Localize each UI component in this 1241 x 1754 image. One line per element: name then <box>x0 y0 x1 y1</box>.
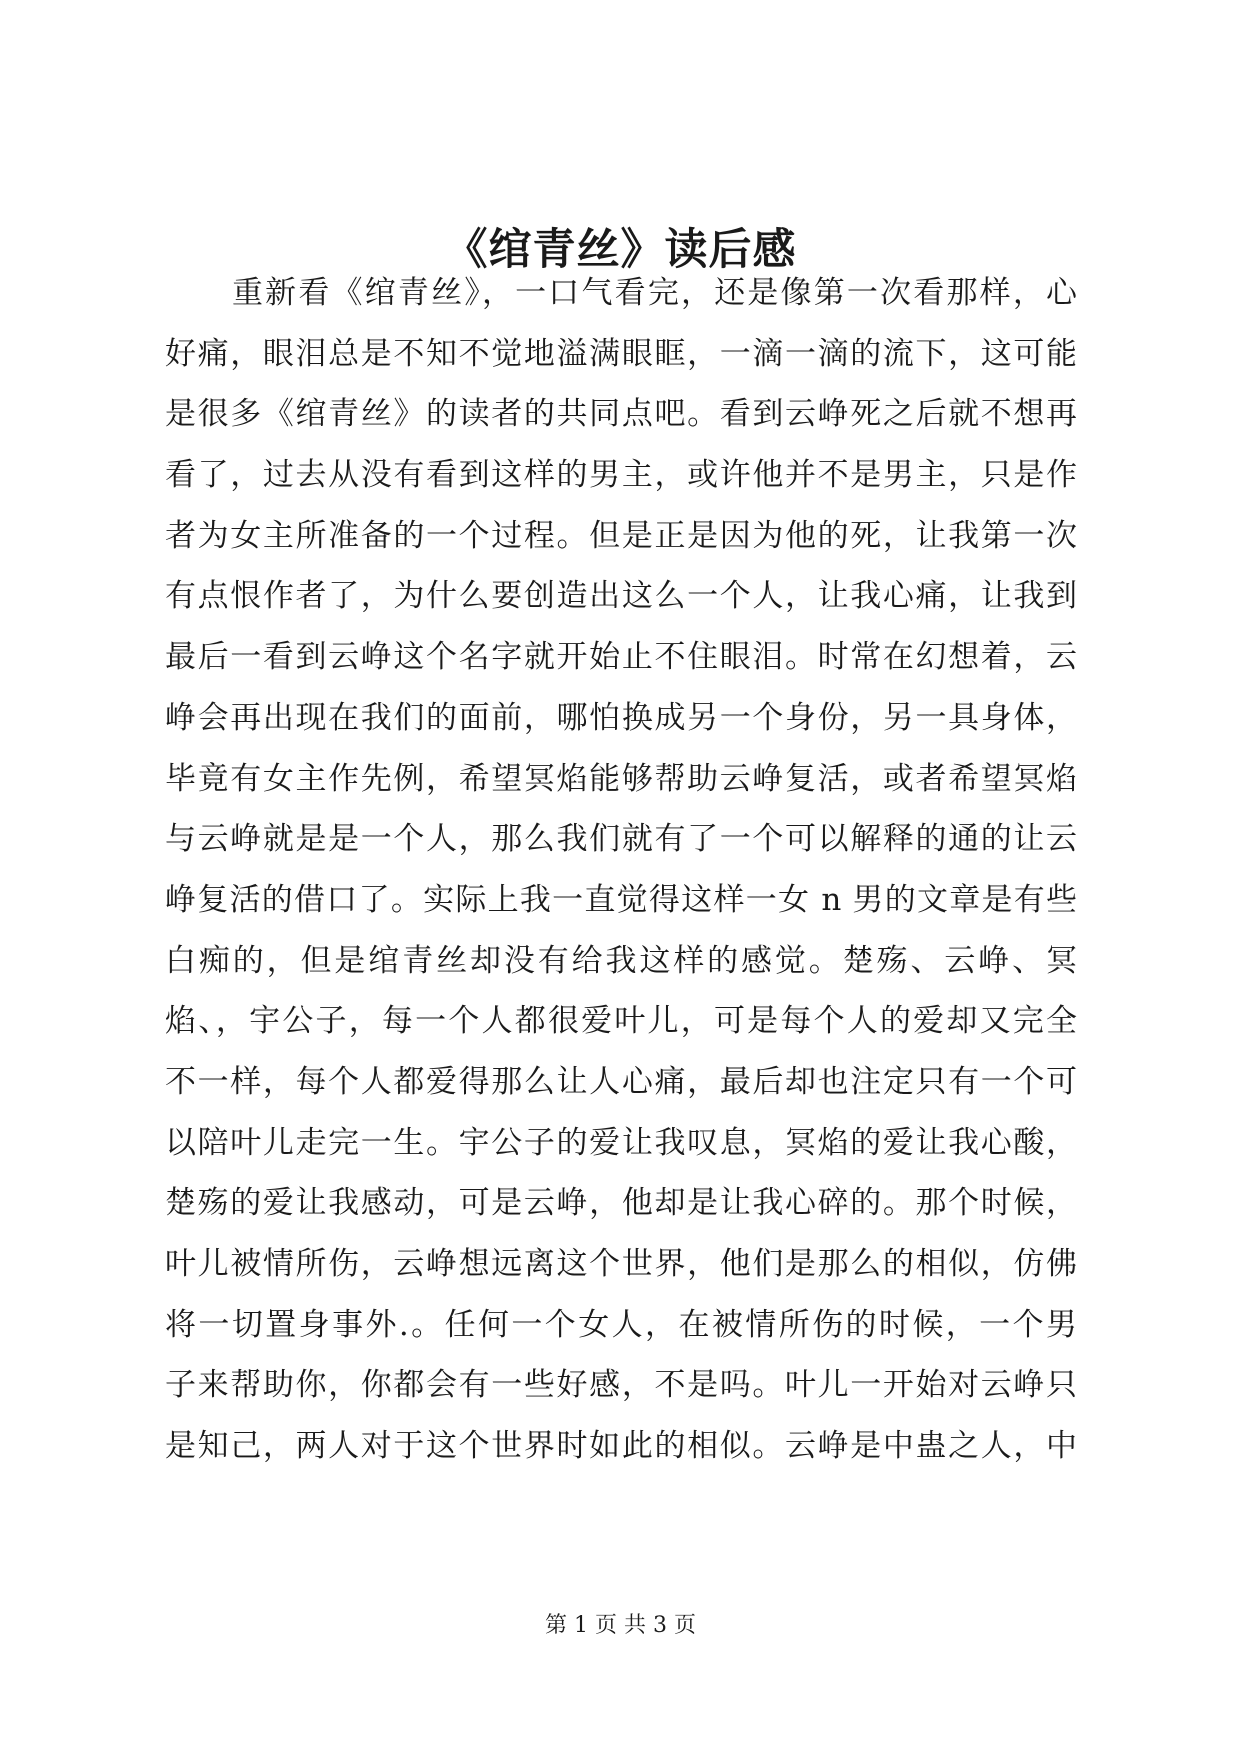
document-title: 《绾青丝》读后感 <box>444 225 797 275</box>
body-line: 以陪叶儿走完一生。宇公子的爱让我叹息，冥焰的爱让我心酸， <box>165 1124 1077 1161</box>
body-line: 最后一看到云峥这个名字就开始止不住眼泪。时常在幻想着，云 <box>165 639 1077 676</box>
body-line: 楚殇的爱让我感动，可是云峥，他却是让我心碎的。那个时候， <box>165 1185 1077 1222</box>
body-line: 重新看《绾青丝》，一口气看完，还是像第一次看那样，心 <box>232 275 1077 311</box>
body-line: 峥复活的借口了。实际上我一直觉得这样一女 n 男的文章是有些 <box>165 881 1077 918</box>
body-line: 毕竟有女主作先例，希望冥焰能够帮助云峥复活，或者希望冥焰 <box>165 760 1077 797</box>
body-line: 是知己，两人对于这个世界时如此的相似。云峥是中蛊之人，中 <box>165 1428 1077 1465</box>
body-line: 不一样，每个人都爱得那么让人心痛，最后却也注定只有一个可 <box>165 1063 1077 1100</box>
body-line: 焰、，宇公子，每一个人都很爱叶儿，可是每个人的爱却又完全 <box>165 1003 1077 1040</box>
body-line: 叶儿被情所伤，云峥想远离这个世界，他们是那么的相似，仿佛 <box>165 1246 1077 1282</box>
body-line: 白痴的，但是绾青丝却没有给我这样的感觉。楚殇、云峥、冥 <box>165 942 1077 979</box>
body-line: 峥会再出现在我们的面前，哪怕换成另一个身份，另一具身体， <box>165 699 1077 736</box>
body-line: 与云峥就是是一个人，那么我们就有了一个可以解释的通的让云 <box>165 821 1077 858</box>
body-line: 将一切置身事外.。任何一个女人，在被情所伤的时候，一个男 <box>165 1306 1077 1343</box>
page-number-footer: 第 1 页 共 3 页 <box>545 1613 696 1638</box>
body-line: 看了，过去从没有看到这样的男主，或许他并不是男主，只是作 <box>165 457 1077 494</box>
body-line: 者为女主所准备的一个过程。但是正是因为他的死，让我第一次 <box>165 517 1077 554</box>
body-line: 是很多《绾青丝》的读者的共同点吧。看到云峥死之后就不想再 <box>165 396 1077 433</box>
body-line: 子来帮助你，你都会有一些好感，不是吗。叶儿一开始对云峥只 <box>165 1367 1077 1404</box>
body-line: 好痛，眼泪总是不知不觉地溢满眼眶，一滴一滴的流下，这可能 <box>165 335 1077 372</box>
body-paragraph <box>165 263 1077 1477</box>
body-line: 有点恨作者了，为什么要创造出这么一个人，让我心痛，让我到 <box>165 578 1077 615</box>
